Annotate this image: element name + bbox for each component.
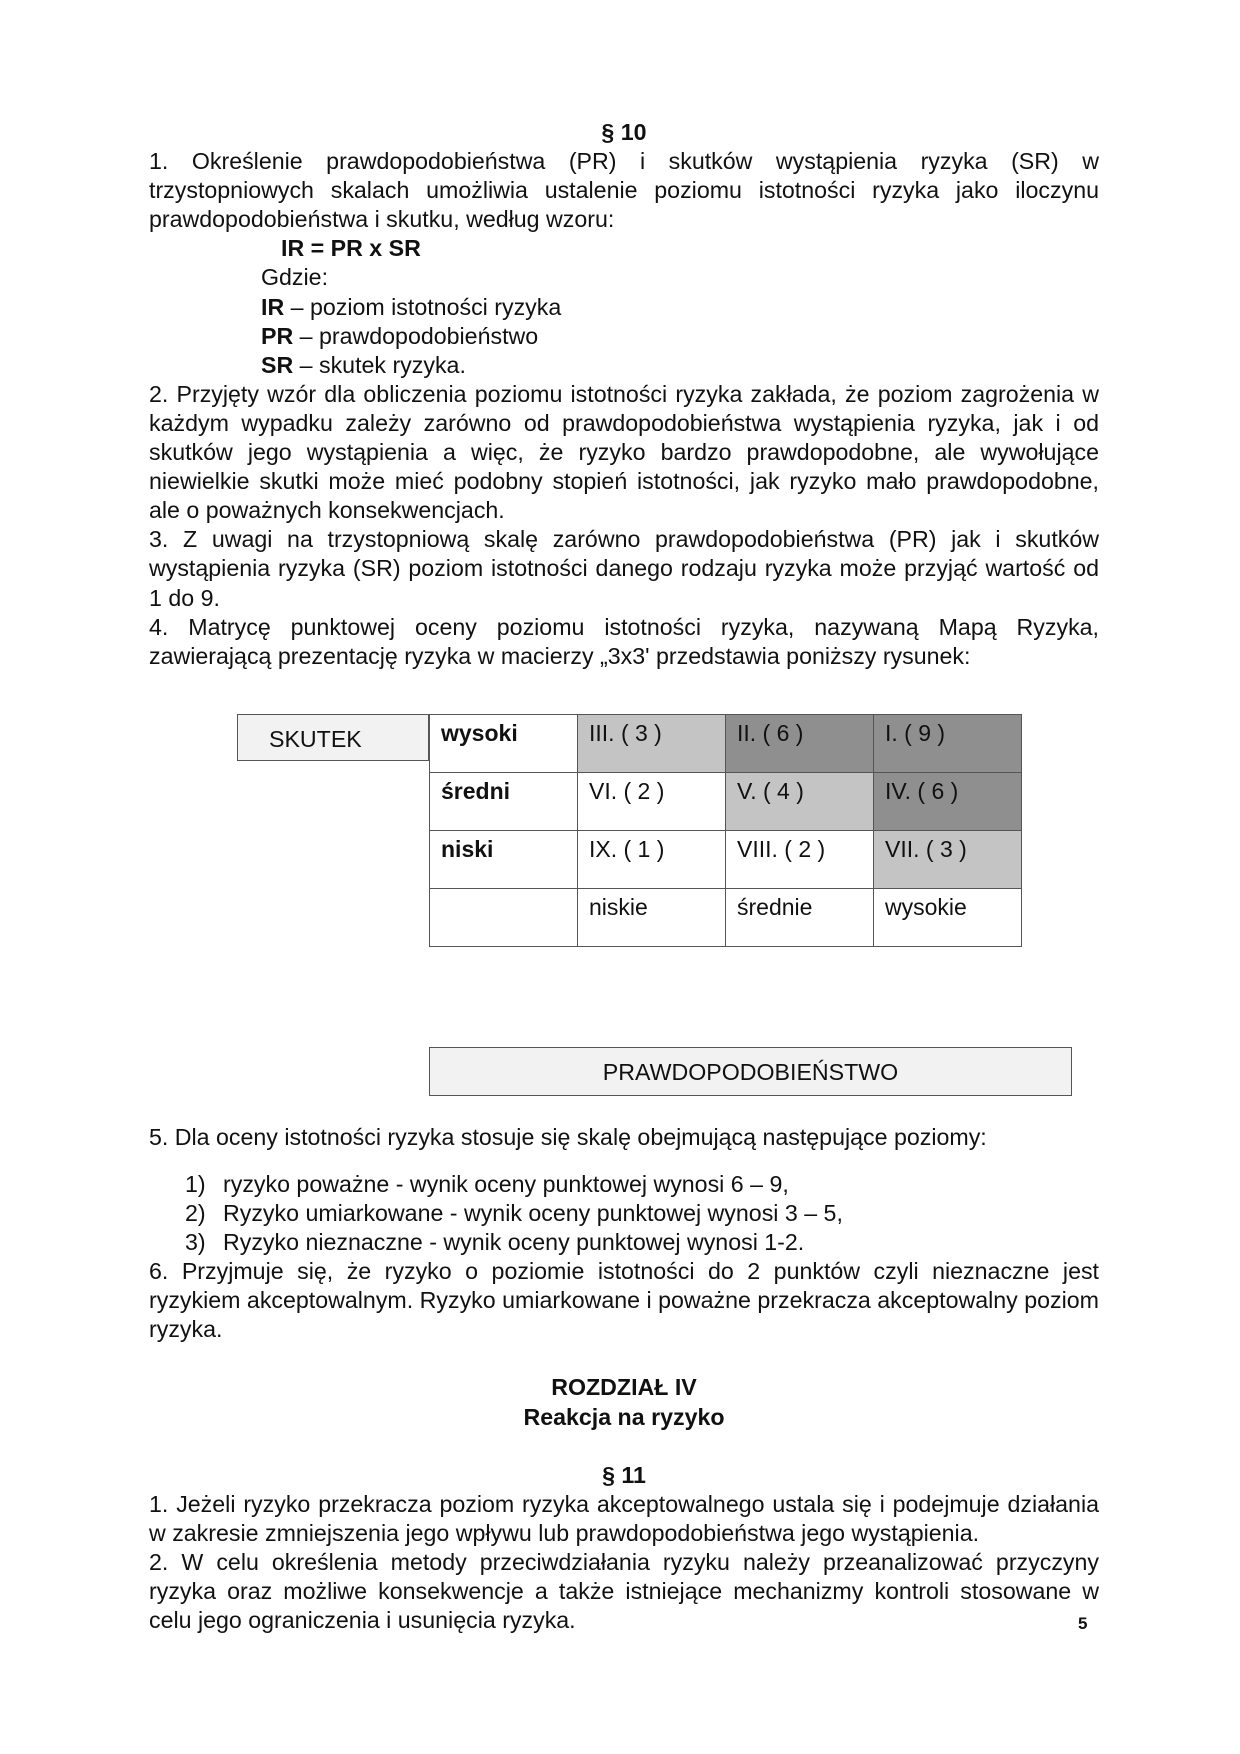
list-item: 3) Ryzyko nieznaczne - wynik oceny punktowej wynosi 1-2. xyxy=(185,1229,805,1256)
matrix-cell: II. ( 6 ) xyxy=(726,714,874,772)
column-label-high: wysokie xyxy=(874,888,1022,946)
matrix-column-labels xyxy=(430,888,1022,946)
row-label-high: wysoki xyxy=(430,714,578,772)
list-item: 1) ryzyko poważne - wynik oceny punktowej wynosi 6 – 9, xyxy=(185,1170,789,1197)
section-10-heading: § 10 xyxy=(601,119,647,145)
section-10-paragraph-4: 4. Matrycę punktowej oceny poziomu istotności ryzyka, nazywaną Mapą Ryzyka, zawierającą prezentację ryzyka w macierzy „3x3' przedstawia poniższy rysunek: xyxy=(149,613,1099,669)
paragraph-6: 6. Przyjmuje się, że ryzyko o poziomie istotności do 2 punktów czyli nieznaczne jest ryzykiem akceptowalnym. Ryzyko umiarkowane i poważne przekracza akceptowalny poziom ryzyka. xyxy=(149,1258,1099,1343)
matrix-cell: I. ( 9 ) xyxy=(874,714,1022,772)
matrix-cell: VII. ( 3 ) xyxy=(874,830,1022,888)
matrix-row xyxy=(430,714,1022,772)
section-10-paragraph-2: 2. Przyjęty wzór dla obliczenia poziomu istotności ryzyka zakłada, że poziom zagrożenia w każdym wypadku zależy zarówno od prawdopodobieństwa wystąpienia ryzyka, jak i od skutków jego wystąpienia a więc, że ryzyko bardzo prawdopodobne, ale wywołujące niewielkie skutki może mieć podobny stopień istotności, jak ryzyko mało prawdopodobne, ale o poważnych konsekwencjach. xyxy=(149,380,1099,524)
list-item: 2) Ryzyko umiarkowane - wynik oceny punktowej wynosi 3 – 5, xyxy=(185,1199,843,1226)
formula-where-label: Gdzie: xyxy=(261,264,329,291)
paragraph-5: 5. Dla oceny istotności ryzyka stosuje się skalę obejmującą następujące poziomy: xyxy=(149,1123,987,1150)
risk-map-matrix xyxy=(149,678,1099,1090)
matrix-cell: IV. ( 6 ) xyxy=(874,772,1022,830)
risk-grid xyxy=(429,714,1022,947)
risk-formula: IR = PR x SR xyxy=(281,235,421,262)
risk-levels-list xyxy=(149,1170,1099,1257)
row-label-low: niski xyxy=(430,830,578,888)
chapter-subtitle: Reakcja na ryzyko xyxy=(523,1403,725,1430)
matrix-cell: VI. ( 2 ) xyxy=(578,772,726,830)
matrix-row xyxy=(430,772,1022,830)
definition-pr: PR – prawdopodobieństwo xyxy=(261,322,539,349)
matrix-row xyxy=(430,830,1022,888)
matrix-cell: IX. ( 1 ) xyxy=(578,830,726,888)
section-10-paragraph-1: 1. Określenie prawdopodobieństwa (PR) i skutków wystąpienia ryzyka (SR) w trzystopniowych skalach umożliwia ustalenie poziomu istotności ryzyka jako iloczynu prawdopodobieństwa i skutku, według wzoru: xyxy=(149,148,1099,233)
definition-sr: SR – skutek ryzyka. xyxy=(261,351,466,378)
document-page xyxy=(149,118,1099,1635)
section-11-heading: § 11 xyxy=(602,1461,646,1488)
section-10-paragraph-3: 3. Z uwagi na trzystopniową skalę zarówno prawdopodobieństwa (PR) jak i skutków wystąpienia ryzyka (SR) poziom istotności danego rodzaju ryzyka może przyjąć wartość od 1 do 9. xyxy=(149,526,1099,611)
matrix-cell: V. ( 4 ) xyxy=(726,772,874,830)
empty-corner-cell xyxy=(430,888,578,946)
definition-ir: IR – poziom istotności ryzyka xyxy=(261,293,562,320)
skutek-label: SKUTEK xyxy=(237,714,429,761)
column-label-medium: średnie xyxy=(726,888,874,946)
matrix-cell: VIII. ( 2 ) xyxy=(726,830,874,888)
probability-label: PRAWDOPODOBIEŃSTWO xyxy=(429,1047,1072,1096)
matrix-cell: III. ( 3 ) xyxy=(578,714,726,772)
column-label-low: niskie xyxy=(578,888,726,946)
page-number: 5 xyxy=(1078,1614,1088,1633)
row-label-medium: średni xyxy=(430,772,578,830)
chapter-title: ROZDZIAŁ IV xyxy=(551,1374,697,1401)
section-11-paragraph-2: 2. W celu określenia metody przeciwdziałania ryzyku należy przeanalizować przyczyny ryzyka oraz możliwe konsekwencje a także istniejące mechanizmy kontroli stosowane w celu jego ograniczenia i usunięcia ryzyka. xyxy=(149,1548,1099,1634)
section-11-paragraph-1: 1. Jeżeli ryzyko przekracza poziom ryzyka akceptowalnego ustala się i podejmuje działania w zakresie zmniejszenia jego wpływu lub prawdopodobieństwa jego wystąpienia. xyxy=(149,1490,1099,1546)
